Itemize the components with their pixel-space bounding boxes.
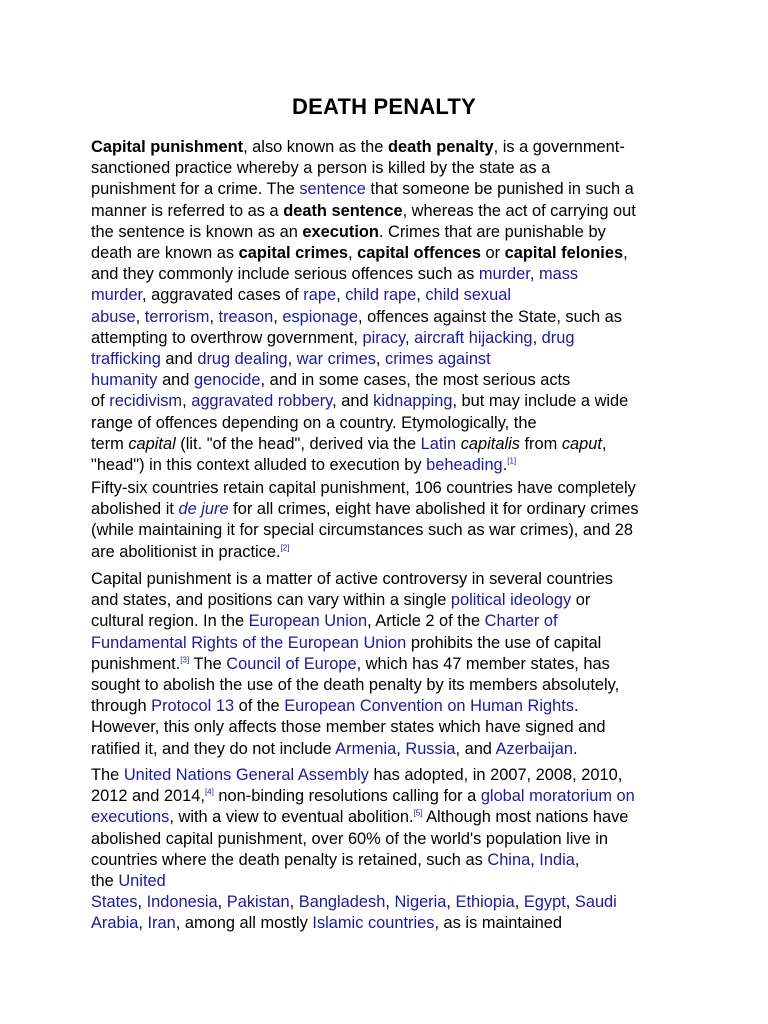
text: . Crimes that are punishable by: [378, 222, 606, 241]
text: ,: [135, 307, 145, 326]
link-drug-trafficking[interactable]: drug: [541, 328, 575, 347]
text-line: [91, 243, 691, 264]
link-crimes-against-humanity[interactable]: crimes against: [385, 350, 491, 369]
text-line: [91, 179, 691, 200]
link-global-moratorium[interactable]: executions: [91, 808, 170, 827]
text: , is a government-: [493, 138, 625, 156]
text: Fifty-six countries retain capital punishment, 106 countries have completely: [91, 479, 636, 497]
text: ,: [289, 893, 299, 912]
link-nigeria[interactable]: Nigeria: [394, 893, 447, 912]
text-line: [91, 675, 691, 696]
paragraph-4: [91, 765, 691, 935]
bold-term: death penalty: [387, 138, 494, 156]
text: or: [571, 591, 591, 610]
link-recidivism[interactable]: recidivism: [109, 392, 183, 411]
text: ,: [209, 307, 219, 326]
text: ,: [385, 893, 395, 912]
text: and: [157, 371, 194, 390]
link-rape[interactable]: rape: [303, 286, 337, 305]
link-charter-fundamental-rights[interactable]: Fundamental Rights of the European Union: [91, 633, 407, 652]
text-line: [91, 765, 691, 786]
link-drug-trafficking[interactable]: trafficking: [91, 350, 161, 369]
text: through: [91, 697, 152, 716]
text: , as is maintained: [434, 914, 563, 933]
link-drug-dealing[interactable]: drug dealing: [197, 350, 288, 369]
link-global-moratorium[interactable]: global moratorium on: [480, 787, 635, 806]
link-protocol-13[interactable]: Protocol 13: [151, 697, 235, 716]
link-aircraft-hijacking[interactable]: aircraft hijacking: [414, 328, 533, 347]
text: countries where the death penalty is retained, such as: [91, 850, 488, 869]
link-child-rape[interactable]: child rape: [345, 286, 417, 305]
italic-term: capital: [128, 434, 176, 453]
text: sanctioned practice whereby a person is killed by the state as a: [91, 159, 551, 178]
text: "head") in this context alluded to execution by: [91, 456, 427, 475]
text: term: [91, 434, 129, 453]
text: .: [573, 697, 579, 716]
text-line: [91, 654, 691, 675]
text: abolished capital punishment, over 60% of the world's population live in: [91, 829, 609, 848]
bold-term: capital felonies: [504, 244, 624, 263]
bold-term: death sentence: [283, 201, 403, 220]
text: and states, and positions can vary within a single: [91, 591, 451, 610]
link-iran[interactable]: Iran: [147, 914, 176, 933]
link-murder[interactable]: murder: [478, 265, 530, 284]
text: range of offences depending on a country. Etymologically, the: [91, 413, 537, 432]
text: ,: [347, 244, 358, 263]
bold-term: capital crimes: [238, 244, 348, 263]
text-line: [91, 137, 691, 158]
link-ethiopia[interactable]: Ethiopia: [455, 893, 515, 912]
reference-1[interactable]: [1]: [507, 456, 517, 466]
link-kidnapping[interactable]: kidnapping: [373, 392, 453, 411]
text-line: [91, 913, 691, 934]
text-line: [91, 391, 691, 412]
text-line: [91, 739, 691, 760]
text: However, this only affects those member states which have signed and: [91, 718, 606, 737]
link-latin[interactable]: Latin: [420, 434, 457, 453]
text: , with a view to eventual abolition.: [169, 808, 414, 827]
text-line: [91, 201, 691, 222]
link-child-sexual-abuse[interactable]: abuse: [91, 307, 136, 326]
link-russia[interactable]: Russia: [405, 739, 456, 758]
link-saudi-arabia[interactable]: Arabia: [91, 914, 139, 933]
link-de-jure[interactable]: de jure: [178, 500, 229, 519]
text-line: [91, 455, 691, 476]
text: abolished it: [91, 500, 179, 519]
text: ,: [396, 739, 406, 758]
text: for all crimes, eight have abolished it for ordinary crimes: [228, 500, 639, 519]
text: .: [502, 456, 508, 475]
page-title: DEATH PENALTY: [292, 94, 476, 119]
bold-term: Capital punishment: [91, 138, 244, 156]
text: and they commonly include serious offences such as: [91, 265, 479, 284]
text-line: [91, 413, 691, 434]
text: of: [91, 392, 110, 411]
text: , and: [455, 739, 496, 758]
text-line: [91, 328, 691, 349]
text: , Article 2 of the: [367, 612, 485, 631]
link-mass-murder[interactable]: murder: [91, 286, 143, 305]
text-line: [91, 370, 691, 391]
link-genocide[interactable]: genocide: [193, 371, 261, 390]
text: manner is referred to as a: [91, 201, 284, 220]
text: that someone be punished in such a: [365, 180, 634, 199]
text: punishment for a crime. The: [91, 180, 300, 199]
text: , whereas the act of carrying out: [402, 201, 636, 220]
text-line: [91, 520, 691, 541]
text: ,: [601, 434, 607, 453]
link-european-union[interactable]: European Union: [248, 612, 368, 631]
text-line: [91, 807, 691, 828]
link-pakistan[interactable]: Pakistan: [226, 893, 290, 912]
text-line: [91, 434, 691, 455]
text: the sentence is known as an: [91, 222, 303, 241]
link-india[interactable]: India: [539, 850, 575, 869]
text: of the: [234, 697, 285, 716]
text: ,: [137, 893, 147, 912]
text-line: [91, 264, 691, 285]
text-line: [91, 569, 691, 590]
link-egypt[interactable]: Egypt: [523, 893, 566, 912]
paragraph-1: [91, 137, 691, 476]
text: Capital punishment is a matter of active controversy in several countries: [91, 570, 614, 588]
bold-term: capital offences: [357, 244, 481, 263]
link-crimes-against-humanity[interactable]: humanity: [91, 371, 158, 390]
text-line: [91, 499, 691, 520]
link-piracy[interactable]: piracy: [362, 328, 406, 347]
italic-term: caput: [561, 434, 602, 453]
text: , aggravated cases of: [142, 286, 304, 305]
text: , among all mostly: [175, 914, 313, 933]
link-beheading[interactable]: beheading: [426, 456, 503, 475]
text: ,: [530, 850, 540, 869]
text: (while maintaining it for special circumstances such as war crimes), and 28: [91, 521, 634, 540]
link-terrorism[interactable]: terrorism: [144, 307, 210, 326]
reference-5[interactable]: [5]: [413, 808, 423, 818]
text: are abolitionist in practice.: [91, 542, 281, 561]
text: ,: [446, 893, 456, 912]
text-line: [91, 542, 691, 563]
text: ,: [514, 893, 524, 912]
link-echr[interactable]: European Convention on Human Rights: [284, 697, 574, 716]
link-china[interactable]: China: [487, 850, 531, 869]
link-united-states[interactable]: States: [91, 893, 138, 912]
link-political-ideology[interactable]: political ideology: [450, 591, 572, 610]
text: prohibits the use of capital: [406, 633, 602, 652]
text: ,: [623, 244, 628, 263]
text: death are known as: [91, 244, 239, 263]
paragraph-3: [91, 569, 691, 760]
text: , offences against the State, such as: [357, 307, 622, 326]
text-line: [91, 717, 691, 738]
link-charter-fundamental-rights[interactable]: Charter of: [484, 612, 558, 631]
paragraph-2: [91, 478, 691, 563]
text: ,: [182, 392, 192, 411]
text-line: [91, 850, 691, 871]
link-child-sexual-abuse[interactable]: child sexual: [425, 286, 512, 305]
text: non-binding resolutions calling for a: [213, 787, 481, 806]
text: ,: [273, 307, 283, 326]
text: ,: [375, 350, 386, 369]
text: , which has 47 member states, has: [356, 654, 610, 673]
link-bangladesh[interactable]: Bangladesh: [298, 893, 386, 912]
text-line: [91, 158, 691, 179]
link-espionage[interactable]: espionage: [282, 307, 358, 326]
text: and: [160, 350, 198, 369]
link-saudi-arabia[interactable]: Saudi: [574, 893, 617, 912]
text: .: [573, 739, 578, 758]
text: , also known as the: [243, 138, 388, 156]
text: 2012 and 2014,: [91, 787, 205, 806]
text: Although most nations have: [422, 808, 629, 827]
link-war-crimes[interactable]: war crimes: [296, 350, 376, 369]
link-treason[interactable]: treason: [218, 307, 274, 326]
text: The: [189, 654, 227, 673]
link-islamic-countries[interactable]: Islamic countries: [312, 914, 435, 933]
text: ,: [336, 286, 346, 305]
text: has adopted, in 2007, 2008, 2010,: [368, 766, 623, 784]
link-indonesia[interactable]: Indonesia: [146, 893, 218, 912]
text: or: [480, 244, 505, 263]
text: sought to abolish the use of the death penalty by its members absolutely,: [91, 676, 620, 695]
text: attempting to overthrow government,: [91, 328, 363, 347]
reference-2[interactable]: [2]: [280, 543, 290, 553]
text: ,: [287, 350, 297, 369]
text-line: [91, 222, 691, 243]
text-line: [91, 786, 691, 807]
text-line: [91, 829, 691, 850]
link-azerbaijan[interactable]: Azerbaijan: [495, 739, 574, 758]
link-armenia[interactable]: Armenia: [335, 739, 397, 758]
text-line: [91, 307, 691, 328]
reference-3[interactable]: [3]: [180, 655, 190, 665]
text: ratified it, and they do not include: [91, 739, 336, 758]
link-mass-murder[interactable]: mass: [538, 265, 579, 284]
text: from: [519, 434, 562, 453]
text: , and: [332, 392, 374, 411]
text-line: [91, 590, 691, 611]
text: , but may include a wide: [452, 392, 629, 411]
text: punishment.: [91, 654, 181, 673]
text: cultural region. In the: [91, 612, 249, 631]
text: ,: [138, 914, 148, 933]
text-line: [91, 871, 691, 892]
text-line: [91, 696, 691, 717]
text-line: [91, 611, 691, 632]
link-aggravated-robbery[interactable]: aggravated robbery: [191, 392, 333, 411]
link-sentence[interactable]: sentence: [299, 180, 366, 199]
reference-4[interactable]: [4]: [204, 787, 214, 797]
link-council-of-europe[interactable]: Council of Europe: [226, 654, 357, 673]
text: ,: [405, 328, 415, 347]
bold-term: execution: [302, 222, 379, 241]
text: ,: [217, 893, 227, 912]
text-line: [91, 349, 691, 370]
link-un-general-assembly[interactable]: United Nations General Assembly: [123, 766, 369, 784]
text: the: [91, 872, 119, 891]
text-line: [91, 478, 691, 499]
text-line: [91, 285, 691, 306]
text: ,: [529, 265, 539, 284]
text: , and in some cases, the most serious acts: [260, 371, 571, 390]
text: ,: [532, 328, 542, 347]
link-united-states[interactable]: United: [118, 872, 166, 891]
text: ,: [416, 286, 426, 305]
text-line: [91, 633, 691, 654]
text: ,: [565, 893, 575, 912]
text-line: [91, 892, 691, 913]
text: ,: [574, 850, 580, 869]
text: (lit. "of the head", derived via the: [175, 434, 421, 453]
text: The: [91, 766, 124, 784]
italic-term: capitalis: [460, 434, 520, 453]
